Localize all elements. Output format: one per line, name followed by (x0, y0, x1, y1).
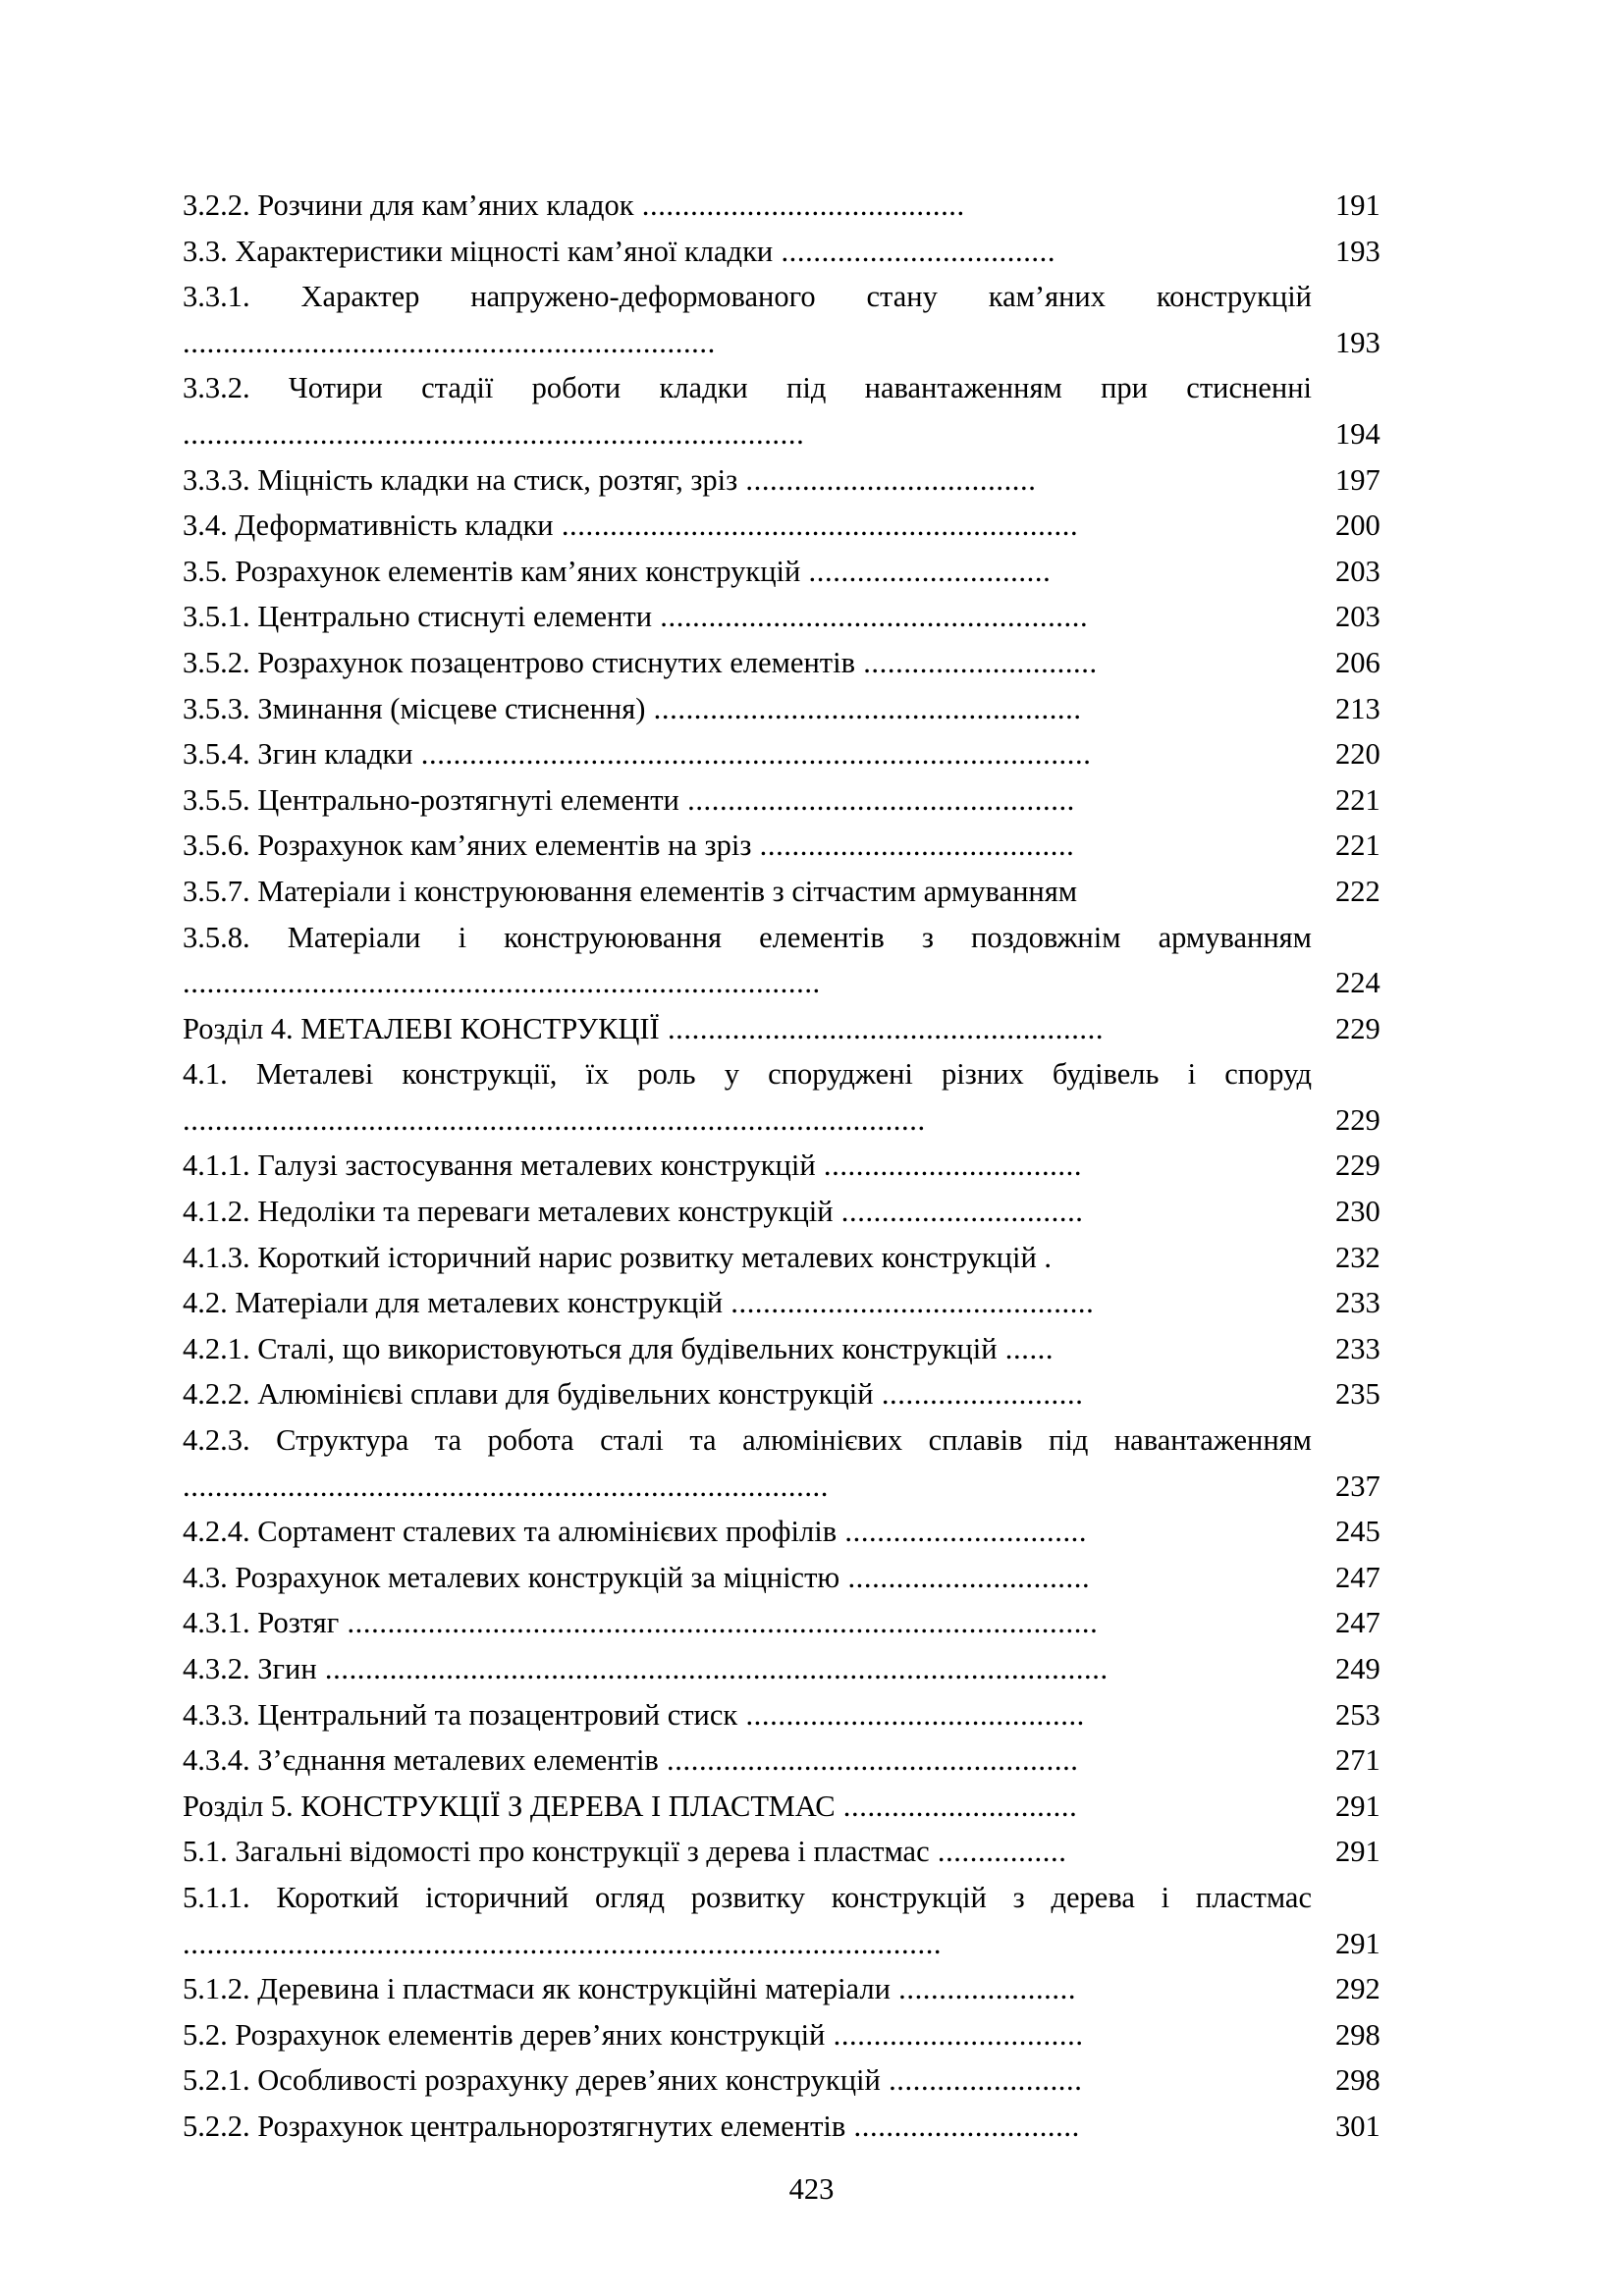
toc-entry-label: 5.1.2. Деревина і пластмаси як конструкційні матеріали (183, 1972, 891, 2006)
toc-entry-label: 3.3.3. Міцність кладки на стиск, розтяг, зріз (183, 462, 738, 497)
toc-entry-label: 5.2.2. Розрахунок центральнорозтягнутих елементів (183, 2109, 846, 2143)
toc-page-number: 271 (1335, 1743, 1380, 1778)
toc-entry-text (183, 274, 1441, 365)
toc-page-number: 224 (1335, 966, 1380, 1000)
toc-leader-dots: ................................................... (658, 1743, 1079, 1778)
toc-page-number: 298 (1335, 2017, 1380, 2052)
toc-leader-dots: ................................................ (678, 782, 1075, 817)
toc-page-number: 247 (1335, 1560, 1380, 1594)
toc-entry-text (183, 1784, 1441, 1830)
toc-leader-dots: ............................................................................................ (183, 1102, 926, 1137)
toc-entry-label: 3.5.6. Розрахунок кам’яних елементів на зріз (183, 828, 752, 863)
toc-entry-label: 4.3.4. З’єднання металевих елементів (183, 1743, 659, 1778)
toc-entry-text (183, 1600, 1441, 1646)
toc-leader-dots: .............................. (839, 1560, 1091, 1594)
toc-entry-label: 3.2.2. Розчини для кам’яних кладок (183, 188, 634, 222)
toc-entry[interactable] (183, 457, 1441, 504)
toc-entry[interactable] (183, 686, 1441, 732)
toc-leader-dots: ...... (997, 1331, 1055, 1365)
toc-page-number: 237 (1335, 1468, 1380, 1503)
toc-page-number: 249 (1335, 1652, 1380, 1685)
toc-entry-text (183, 1692, 1441, 1738)
toc-page-number: 200 (1335, 508, 1380, 543)
toc-entry-label: 4.3.2. Згин (183, 1652, 317, 1685)
toc-entry-text (183, 594, 1441, 640)
toc-page-number: 206 (1335, 645, 1380, 679)
toc-page-number: 301 (1335, 2109, 1380, 2143)
toc-page-number: 220 (1335, 737, 1380, 772)
toc-leader-dots: ............................................................................. (183, 416, 805, 451)
toc-entry-text (183, 1417, 1441, 1509)
toc-entry-text (183, 869, 1441, 915)
toc-entry[interactable] (183, 2012, 1441, 2058)
toc-leader-dots: ......................... (873, 1377, 1084, 1412)
toc-entry-text (183, 229, 1441, 275)
toc-page-number: 213 (1335, 691, 1380, 725)
toc-entry-label: 4.3. Розрахунок металевих конструкцій за міцністю (183, 1560, 840, 1594)
toc-page-number: 191 (1335, 188, 1380, 222)
toc-leader-dots: ........................ (880, 2063, 1083, 2098)
toc-page-number: 221 (1335, 828, 1380, 863)
toc-entry-text (183, 457, 1441, 504)
toc-leader-dots: .................................... (737, 462, 1037, 497)
toc-leader-dots: .................................................................. (183, 325, 716, 359)
toc-entry-label: 5.2.1. Особливості розрахунку дерев’яних конструкцій (183, 2063, 881, 2098)
toc-entry-text (183, 1875, 1441, 1966)
toc-entry-text (183, 1371, 1441, 1417)
toc-entry[interactable] (183, 777, 1441, 824)
toc-page-number: 222 (1335, 874, 1380, 908)
toc-leader-dots: ............................. (854, 645, 1098, 679)
toc-entry-label: 4.3.1. Розтяг (183, 1606, 340, 1640)
toc-entry-text (183, 1326, 1441, 1372)
toc-entry[interactable] (183, 1966, 1441, 2012)
toc-entry-label: Розділ 5. КОНСТРУКЦІЇ З ДЕРЕВА І ПЛАСТМАС (183, 1789, 836, 1823)
toc-entry-text (183, 1189, 1441, 1235)
toc-leader-dots: ..................................................... (652, 600, 1089, 634)
toc-entry-text (183, 823, 1441, 869)
toc-entry[interactable] (183, 640, 1441, 686)
toc-entry[interactable] (183, 1143, 1441, 1189)
table-of-contents (183, 183, 1441, 2150)
toc-entry-label: 4.2. Матеріали для металевих конструкцій (183, 1286, 724, 1320)
toc-entry-label: Розділ 4. МЕТАЛЕВІ КОНСТРУКЦІЇ (183, 1011, 660, 1045)
toc-entry-text (183, 1280, 1441, 1326)
toc-entry[interactable] (183, 503, 1441, 549)
toc-page-number: 232 (1335, 1240, 1380, 1274)
toc-page-number: 194 (1335, 416, 1380, 451)
toc-entry[interactable] (183, 869, 1441, 915)
toc-entry-label: 4.1.1. Галузі застосування металевих конструкцій (183, 1148, 816, 1183)
toc-entry-label: 3.3.1. Характер напружено-деформованого стану кам’яних конструкцій (183, 280, 1312, 314)
toc-entry-label: 3.5.1. Центрально стиснуті елементи (183, 600, 653, 634)
toc-entry-text (183, 915, 1441, 1006)
toc-page-number: 253 (1335, 1697, 1380, 1732)
toc-leader-dots: ........................................ (633, 188, 965, 222)
toc-entry-label: 4.1. Металеві конструкції, їх роль у споруджені різних будівель і споруд (183, 1057, 1312, 1092)
toc-entry[interactable] (183, 1875, 1441, 1966)
toc-entry-label: 3.5.5. Центрально-розтягнуті елементи (183, 782, 679, 817)
toc-entry[interactable] (183, 823, 1441, 869)
toc-entry-text (183, 1737, 1441, 1784)
toc-entry[interactable] (183, 1784, 1441, 1830)
toc-entry[interactable] (183, 183, 1441, 229)
toc-entry-label: 3.4. Деформативність кладки (183, 508, 554, 543)
toc-entry[interactable] (183, 274, 1441, 365)
toc-entry-text (183, 1829, 1441, 1875)
toc-entry-text (183, 1646, 1441, 1692)
toc-entry[interactable] (183, 2057, 1441, 2104)
toc-page-number: 291 (1335, 1789, 1380, 1823)
toc-entry[interactable] (183, 1051, 1441, 1143)
toc-leader-dots: .............................. (800, 554, 1052, 588)
toc-leader-dots: ....................................... (751, 828, 1075, 863)
toc-entry-label: 5.1. Загальні відомості про конструкції з дерева і пластмас (183, 1835, 930, 1869)
toc-page-number: 292 (1335, 1972, 1380, 2006)
toc-entry-label: 5.1.1. Короткий історичний огляд розвитку конструкцій з дерева і пластмас (183, 1880, 1312, 1914)
toc-leader-dots: ............................................................................... (183, 966, 821, 1000)
toc-page-number: 291 (1335, 1835, 1380, 1869)
toc-page-number: 197 (1335, 462, 1380, 497)
toc-entry[interactable] (183, 594, 1441, 640)
toc-entry-text (183, 640, 1441, 686)
toc-entry-text (183, 2012, 1441, 2058)
toc-entry[interactable] (183, 1600, 1441, 1646)
toc-entry[interactable] (183, 1371, 1441, 1417)
toc-page-number: 203 (1335, 600, 1380, 634)
toc-entry-text (183, 503, 1441, 549)
toc-leader-dots: ..................................................... (645, 691, 1082, 725)
toc-entry-label: 4.1.3. Короткий історичний нарис розвитку металевих конструкцій . (183, 1240, 1053, 1274)
toc-leader-dots: .............................. (837, 1515, 1088, 1549)
toc-page-number: 245 (1335, 1515, 1380, 1549)
toc-entry-text (183, 2104, 1441, 2150)
toc-entry-label: 3.5.8. Матеріали і конструюювання елементів з поздовжнім армуванням (183, 920, 1312, 954)
toc-page-number: 233 (1335, 1286, 1380, 1320)
toc-entry[interactable] (183, 915, 1441, 1006)
toc-leader-dots: ................................ (815, 1148, 1083, 1183)
toc-entry-text (183, 549, 1441, 595)
toc-page-number: 291 (1335, 1926, 1380, 1960)
toc-leader-dots: .................................. (773, 234, 1056, 268)
toc-leader-dots: .............................. (833, 1195, 1084, 1229)
toc-leader-dots: ............................................................................................. (339, 1606, 1099, 1640)
toc-entry-text (183, 777, 1441, 824)
toc-entry[interactable] (183, 1737, 1441, 1784)
toc-entry-label: 3.5.2. Розрахунок позацентрово стиснутих елементів (183, 645, 855, 679)
toc-page-number: 203 (1335, 554, 1380, 588)
toc-page-number: 221 (1335, 782, 1380, 817)
toc-entry-label: 3.3.2. Чотири стадії роботи кладки під навантаженням при стисненні (183, 371, 1312, 405)
toc-entry[interactable] (183, 1326, 1441, 1372)
toc-entry[interactable] (183, 1417, 1441, 1509)
toc-entry-label: 3.5. Розрахунок елементів кам’яних конструкцій (183, 554, 801, 588)
toc-entry[interactable] (183, 1829, 1441, 1875)
toc-page-number: 233 (1335, 1331, 1380, 1365)
toc-entry-label: 3.5.7. Матеріали і конструюювання елементів з сітчастим армуванням (183, 874, 1078, 908)
toc-entry[interactable] (183, 549, 1441, 595)
toc-leader-dots: ................................................................ (553, 508, 1079, 543)
toc-entry-text (183, 1555, 1441, 1601)
toc-entry[interactable] (183, 1280, 1441, 1326)
toc-entry[interactable] (183, 1646, 1441, 1692)
toc-leader-dots: ............................... (825, 2017, 1084, 2052)
toc-entry-text (183, 183, 1441, 229)
toc-leader-dots: ................................................................................... (412, 737, 1092, 772)
toc-entry-text (183, 2057, 1441, 2104)
toc-entry[interactable] (183, 1006, 1441, 1052)
toc-entry-text (183, 1966, 1441, 2012)
toc-page-number: 193 (1335, 325, 1380, 359)
toc-page-number: 247 (1335, 1606, 1380, 1640)
toc-leader-dots: ............................ (845, 2109, 1080, 2143)
toc-entry[interactable] (183, 731, 1441, 777)
toc-entry-text (183, 731, 1441, 777)
toc-leader-dots: .......................................... (737, 1697, 1085, 1732)
toc-entry-label: 3.3. Характеристики міцності кам’яної кладки (183, 234, 774, 268)
toc-leader-dots: ............................. (835, 1789, 1078, 1823)
toc-entry-label: 3.5.4. Згин кладки (183, 737, 413, 772)
page-footer-number: 423 (788, 2172, 835, 2206)
toc-leader-dots: ...................................................... (659, 1011, 1105, 1045)
toc-entry-label: 4.2.1. Сталі, що використовуються для будівельних конструкцій (183, 1331, 998, 1365)
toc-entry-label: 4.2.4. Сортамент сталевих та алюмінієвих профілів (183, 1515, 838, 1549)
toc-entry[interactable] (183, 1692, 1441, 1738)
toc-entry-label: 4.2.2. Алюмінієві сплави для будівельних конструкцій (183, 1377, 874, 1412)
toc-entry-label: 4.3.3. Центральний та позацентровий стиск (183, 1697, 738, 1732)
toc-leader-dots: ................ (929, 1835, 1067, 1869)
toc-entry[interactable] (183, 2104, 1441, 2150)
toc-page-number: 229 (1335, 1102, 1380, 1137)
toc-page-number: 298 (1335, 2063, 1380, 2098)
toc-leader-dots: ...................... (890, 1972, 1077, 2006)
toc-entry[interactable] (183, 1555, 1441, 1601)
toc-entry-text (183, 365, 1441, 456)
toc-entry[interactable] (183, 1235, 1441, 1281)
toc-page-number: 229 (1335, 1011, 1380, 1045)
toc-leader-dots: ................................................................................ (183, 1468, 829, 1503)
toc-leader-dots: ............................................. (723, 1286, 1095, 1320)
toc-entry-text (183, 1143, 1441, 1189)
toc-entry[interactable] (183, 1509, 1441, 1555)
toc-entry[interactable] (183, 1189, 1441, 1235)
toc-entry-text (183, 1006, 1441, 1052)
toc-entry[interactable] (183, 365, 1441, 456)
toc-entry[interactable] (183, 229, 1441, 275)
toc-page-number: 230 (1335, 1195, 1380, 1229)
toc-entry-label: 4.2.3. Структура та робота сталі та алюмінієвих сплавів під навантаженням (183, 1423, 1312, 1458)
toc-leader-dots: ................................................................................................. (316, 1652, 1109, 1685)
toc-page-number: 229 (1335, 1148, 1380, 1183)
toc-page-number: 235 (1335, 1377, 1380, 1412)
toc-leader-dots: .............................................................................................. (183, 1926, 943, 1960)
toc-page-number: 193 (1335, 234, 1380, 268)
toc-entry-text (183, 1235, 1441, 1281)
toc-entry-text (183, 1509, 1441, 1555)
toc-entry-label: 3.5.3. Зминання (місцеве стиснення) (183, 691, 646, 725)
toc-entry-text (183, 1051, 1441, 1143)
toc-entry-text (183, 686, 1441, 732)
toc-entry-label: 4.1.2. Недоліки та переваги металевих конструкцій (183, 1195, 834, 1229)
toc-entry-label: 5.2. Розрахунок елементів дерев’яних конструкцій (183, 2017, 826, 2052)
